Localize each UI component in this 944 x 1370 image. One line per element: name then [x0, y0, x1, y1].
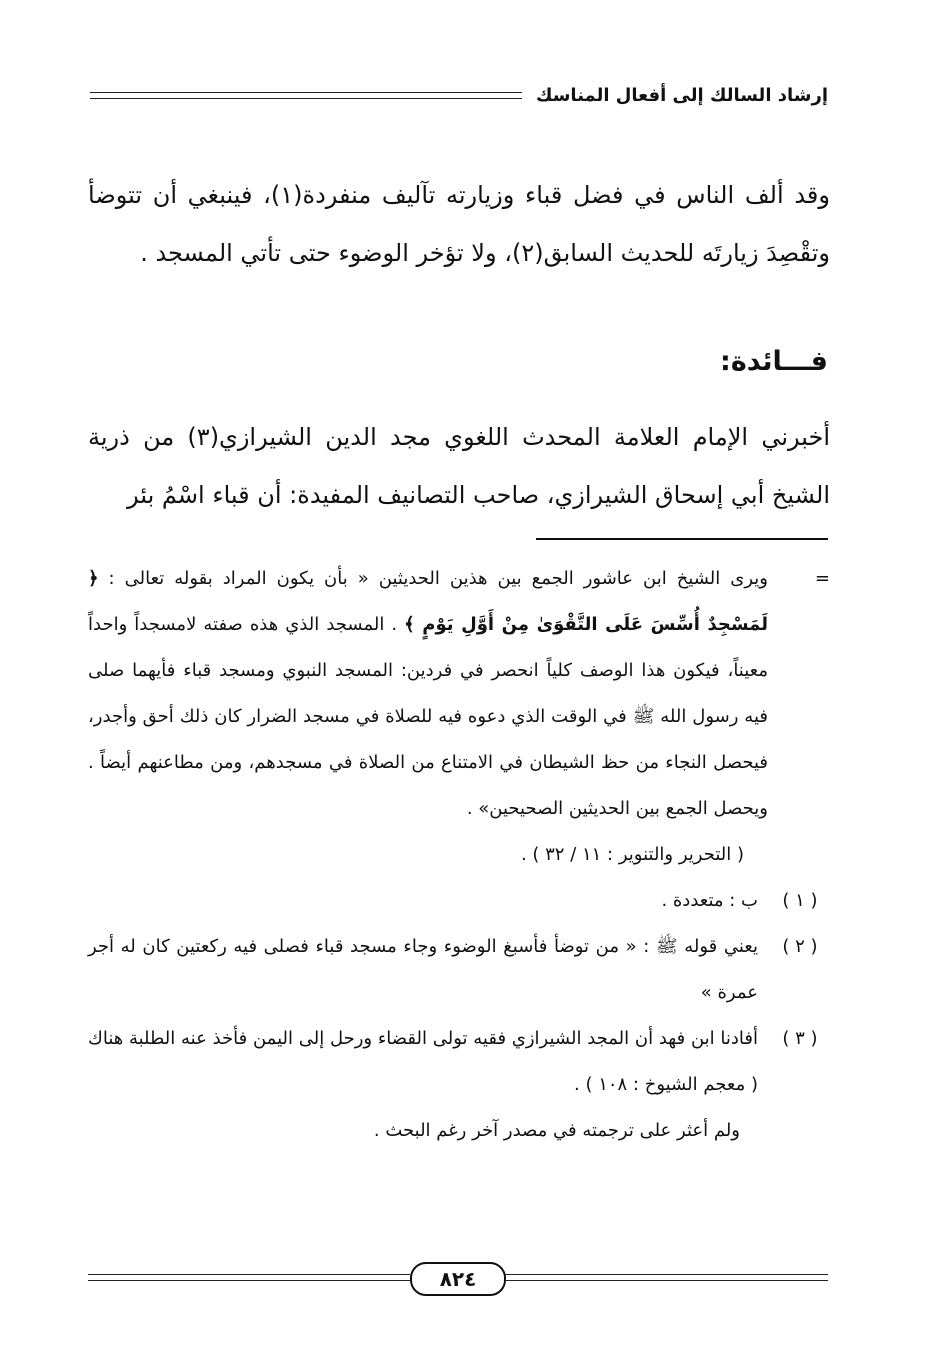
page-footer: [88, 1262, 828, 1296]
footnote-3-number: ( ٣ ): [782, 1028, 818, 1049]
footnote-3: [88, 1016, 830, 1108]
footnote-3-text: أفادنا ابن فهد أن المجد الشيرازي فقيه تولى القضاء ورحل إلى اليمن فأخذ عنه الطلبة هناك ( معجم الشيوخ : ١٠٨ ) .: [88, 1028, 758, 1095]
footnote-3-addendum: ولم أعثر على ترجمته في مصدر آخر رغم البحث .: [373, 1120, 740, 1141]
continuation-marker: =: [814, 568, 830, 589]
footnote-continuation: [88, 556, 830, 832]
running-header: [90, 80, 828, 110]
continuation-part2: . المسجد الذي هذه صفته لامسجداً واحداً معيناً، فيكون هذا الوصف كلياً انحصر في فردين: المسجد النبوي ومسجد قباء فأيهما صلى فيه رسول الله ﷺ في الوقت الذي دعوه فيه للصلاة في مسجد الضرار كان ذلك أحق وأجدر، فيحصل النجاء من حظ الشيطان في الامتناع من الصلاة في مسجدهم، ومن مطاعنهم أيضاً . ويحصل الجمع بين الحديثين الصحيحين» .: [88, 614, 768, 819]
section-heading: فـــائدة:: [720, 346, 828, 377]
footnotes: [88, 556, 830, 1154]
header-rule: [90, 92, 522, 99]
footer-rule-right: [502, 1274, 828, 1281]
footnote-separator: [536, 538, 828, 540]
continuation-part1: ويرى الشيخ ابن عاشور الجمع بين هذين الحديثين « بأن يكون المراد بقوله تعالى :: [108, 568, 768, 589]
footnote-reference: ( التحرير والتنوير : ١١ / ٣٢ ) .: [520, 844, 744, 865]
footnote-1-text: ب : متعددة .: [661, 890, 758, 911]
paragraph-2: أخبرني الإمام العلامة المحدث اللغوي مجد الدين الشيرازي(٣) من ذرية الشيخ أبي إسحاق الشيرازي، صاحب التصانيف المفيدة: أن قباء اسْمُ بئر: [88, 423, 830, 509]
footnote-2: [88, 924, 830, 1016]
header-title: إرشاد السالك إلى أفعال المناسك: [535, 84, 828, 106]
footnote-1-number: ( ١ ): [782, 890, 818, 911]
quran-verse: ﴿ لَمَسْجِدٌ أُسِّسَ عَلَى التَّقْوَىٰ مِنْ أَوَّلِ يَوْمٍ ﴾: [88, 568, 768, 635]
footnote-1: [88, 878, 830, 924]
page-number: ٨٢٤: [410, 1262, 506, 1296]
footnote-2-number: ( ٢ ): [782, 936, 818, 957]
footer-rule-left: [88, 1274, 410, 1281]
main-text-bottom: [88, 408, 830, 524]
footnote-2-text: يعني قوله ﷺ : « من توضأ فأسبغ الوضوء وجاء مسجد قباء فصلى فيه ركعتين كان له أجر عمرة »: [88, 936, 758, 1003]
paragraph-1: وقد ألف الناس في فضل قباء وزيارته تآليف منفردة(١)، فينبغي أن تتوضأ وتقْصِدَ زيارتَه للحديث السابق(٢)، ولا تؤخر الوضوء حتى تأتي المسجد .: [88, 181, 830, 267]
main-text-top: [88, 166, 830, 282]
